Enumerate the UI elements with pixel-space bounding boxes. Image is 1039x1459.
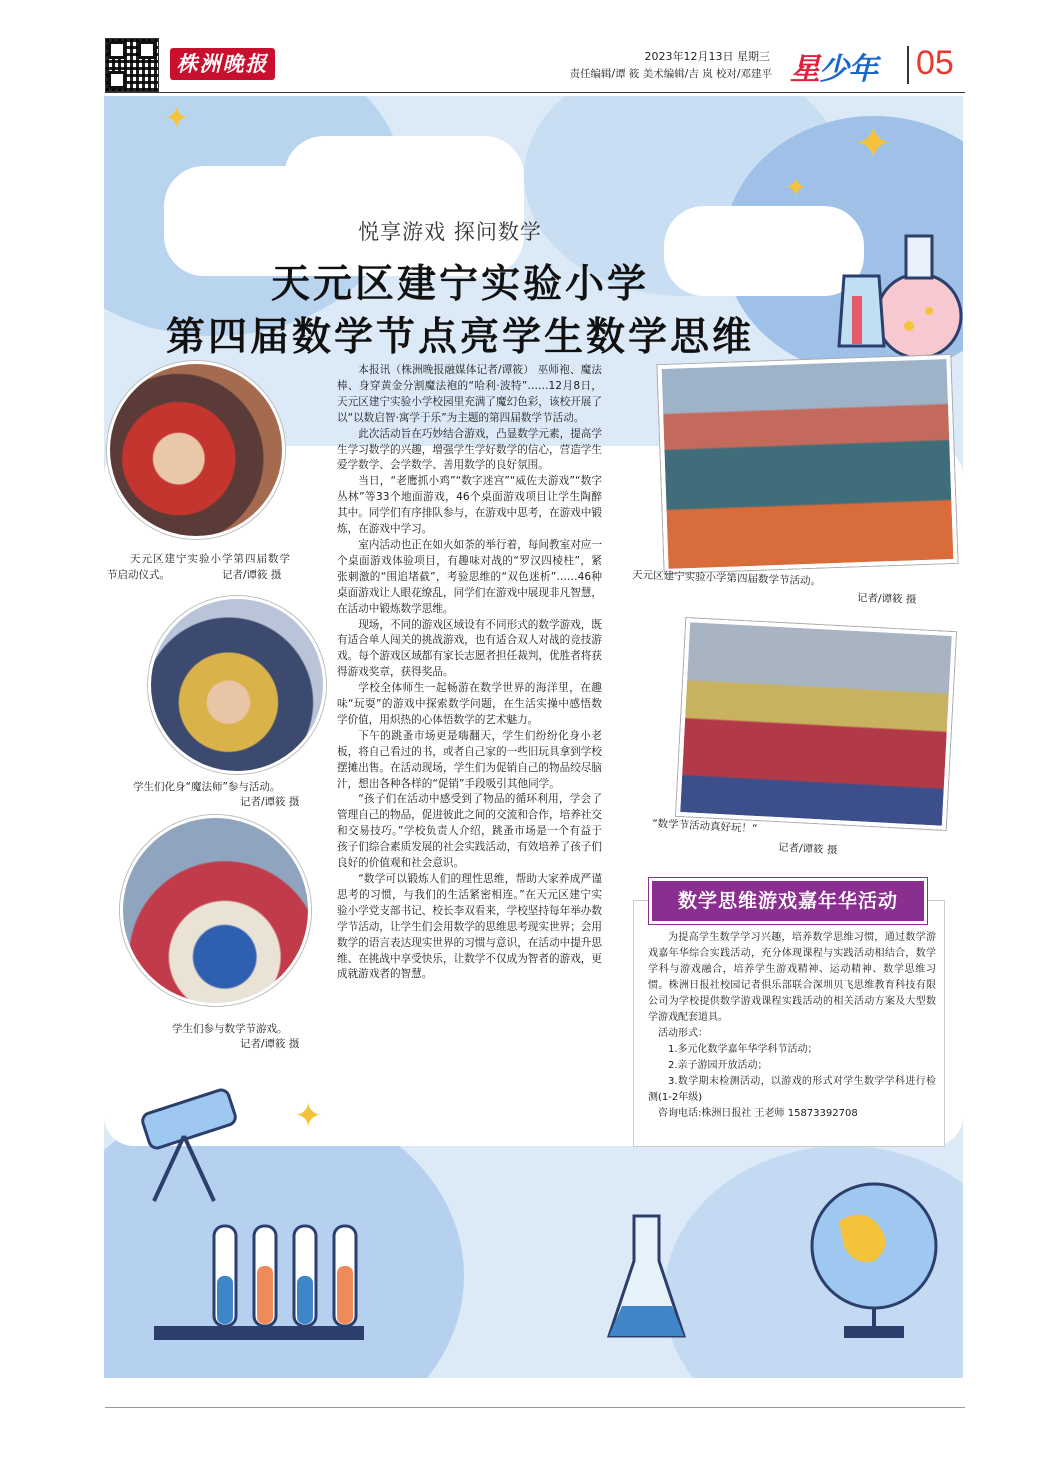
date-line: 2023年12月13日 星期三 <box>644 50 770 63</box>
column-logo-b: 少年 <box>819 52 877 87</box>
headline-line-1: 天元区建宁实验小学 <box>270 262 649 307</box>
sidebar-forms-label: 活动形式： <box>658 1028 708 1039</box>
photo4-caption: 天元区建宁实验小学第四届数学节活动。 <box>631 568 822 588</box>
paragraph: 室内活动也正在如火如荼的举行着，每间教室对应一个桌面游戏体验项目，有趣味对战的“罗汉四棱柱”，紧张刺激的“围追堵截”，考验思维的“双色迷析”……46种桌面游戏让人眼花缭乱，同学们在游戏中展现非凡智慧，在活动中锻炼数学思维。 <box>337 538 602 615</box>
photo3-credit: 记者/谭筱 摄 <box>240 1038 300 1050</box>
photo4-credit: 记者/谭筱 摄 <box>856 591 917 607</box>
photo-opening-ceremony <box>107 361 285 539</box>
sidebar-contact: 咨询电话:株洲日报社 王老师 15873392708 <box>658 1108 858 1119</box>
paragraph: 学校全体师生一起畅游在数学世界的海洋里，在趣味“玩耍”的游戏中探索数学问题，在生活实操中感悟数学价值，用炽热的心体悟数学的艺术魅力。 <box>337 682 602 726</box>
paragraph: 本报讯（株洲晚报融媒体记者/谭筱） 巫师袍、魔法棒、身穿黄金分割魔法袍的“哈利·波特”……12月8日，天元区建宁实验小学校园里充满了魔幻色彩，该校开展了以“以数启智·寓学于乐”为主题的第四届数学节活动。 <box>337 364 602 424</box>
star-icon: ✦ <box>784 171 808 204</box>
article-body <box>337 363 602 983</box>
sidebar-form-1: 1.多元化数学嘉年华学科节活动； <box>668 1044 818 1055</box>
photo1-caption-2: 节启动仪式。 <box>107 569 170 581</box>
headline-line-2: 第四届数学节点亮学生数学思维 <box>165 315 754 360</box>
flask-illustration <box>824 216 963 366</box>
footer-rule <box>105 1407 965 1408</box>
paragraph: 下午的跳蚤市场更是嗨翻天，学生们纷纷化身小老板，将自己看过的书，或者自己家的一些旧玩具拿到学校摆摊出售。在活动现场，学生们为促销自己的物品绞尽脑汁，想出各种各样的“促销”手段吸引其他同学。 <box>337 729 602 790</box>
star-icon: ✦ <box>294 1096 323 1136</box>
photo2-caption: 学生们化身“魔法师”参与活动。 <box>133 781 281 793</box>
photo1-credit: 记者/谭筱 摄 <box>222 569 282 581</box>
test-tubes-illustration <box>144 1156 374 1356</box>
photo-fun-students <box>676 618 956 830</box>
photo5-credit: 记者/谭筱 摄 <box>777 841 838 857</box>
paragraph: 当日，“老鹰抓小鸡”“数字迷宫”“威佐夫游戏”“数字丛林”等33个地面游戏，46个桌面游戏项目让学生陶醉其中。同学们有序排队参与，在游戏中思考，在游戏中锻炼，在游戏中学习。 <box>337 475 602 536</box>
paragraph: 现场，不同的游戏区域设有不同形式的数学游戏，既有适合单人闯关的挑战游戏，也有适合双人对战的竞技游戏。每个游戏区域都有家长志愿者担任裁判，优胜者将获得游戏奖章，获得奖品。 <box>337 618 602 679</box>
header-rule <box>105 92 965 93</box>
masthead-logo: 株洲晚报 <box>170 48 275 80</box>
editors-line: 责任编辑/谭 筱 美术编辑/吉 岚 校对/邓建平 <box>569 68 772 80</box>
header-divider <box>907 46 909 84</box>
article-kicker: 悦享游戏 探问数学 <box>358 220 542 244</box>
star-icon: ✦ <box>164 101 190 136</box>
photo-math-games <box>120 815 311 1006</box>
globe-illustration <box>794 1166 954 1356</box>
photo5-caption: “数学节活动真好玩！” <box>651 817 758 836</box>
paragraph: “数学可以锻炼人们的理性思维，帮助大家养成严谨思考的习惯，与我们的生活紧密相连。”在天元区建宁实验小学党支部书记、校长李双看来，学校坚持每年举办数学节活动，让学生们会用数学的思维思考现实世界；会用数学的语言表达现实世界的习惯与意识，在活动中提升思维、在挑战中享受快乐，让数学不仅成为智者的游戏，更成就游戏者的智慧。 <box>337 873 602 981</box>
star-icon: ✦ <box>854 116 893 170</box>
beaker-illustration <box>604 1206 694 1356</box>
photo2-credit: 记者/谭筱 摄 <box>240 796 300 808</box>
qr-code <box>105 38 159 92</box>
column-logo <box>790 44 900 86</box>
paragraph: 此次活动旨在巧妙结合游戏，凸显数学元素，提高学生学习数学的兴趣，增强学生学好数学的信心，营造学生爱学数学、会学数学、善用数学的良好氛围。 <box>337 427 602 472</box>
sidebar-title: 数学思维游戏嘉年华活动 <box>649 878 927 924</box>
paragraph: “孩子们在活动中感受到了物品的循环利用，学会了管理自己的物品，促进彼此之间的交流和合作，培养社交和交易技巧。”学校负责人介绍，跳蚤市场是一个有益于孩子们综合素质发展的社会实践活动，有效培养了孩子们良好的价值观和社会意识。 <box>337 793 602 870</box>
photo1-caption: 天元区建宁实验小学第四届数学 <box>130 553 291 565</box>
sidebar-text <box>648 930 936 1122</box>
page-number: 05 <box>916 44 954 82</box>
column-logo-a: 星 <box>790 52 819 87</box>
photo-playground <box>657 355 957 573</box>
sidebar-intro: 为提高学生数学学习兴趣，培养数学思维习惯，通过数学游戏嘉年华综合实践活动，充分体现课程与实践活动相结合，数学学科与游戏融合，培养学生游戏精神、运动精神、数学思维习惯。株洲日报社校园记者俱乐部联合深圳贝飞思维教育科技有限公司为学校提供数学游戏课程实践活动的相关活动方案及大型数学游戏配套道具。 <box>648 932 936 1023</box>
sidebar-form-3: 3.数学期末检测活动，以游戏的形式对学生数学学科进行检测(1-2年级) <box>648 1076 936 1103</box>
sidebar-form-2: 2.亲子游园开放活动； <box>668 1060 768 1071</box>
photo-magician-students <box>148 596 326 774</box>
photo3-caption: 学生们参与数学节游戏。 <box>172 1023 288 1035</box>
